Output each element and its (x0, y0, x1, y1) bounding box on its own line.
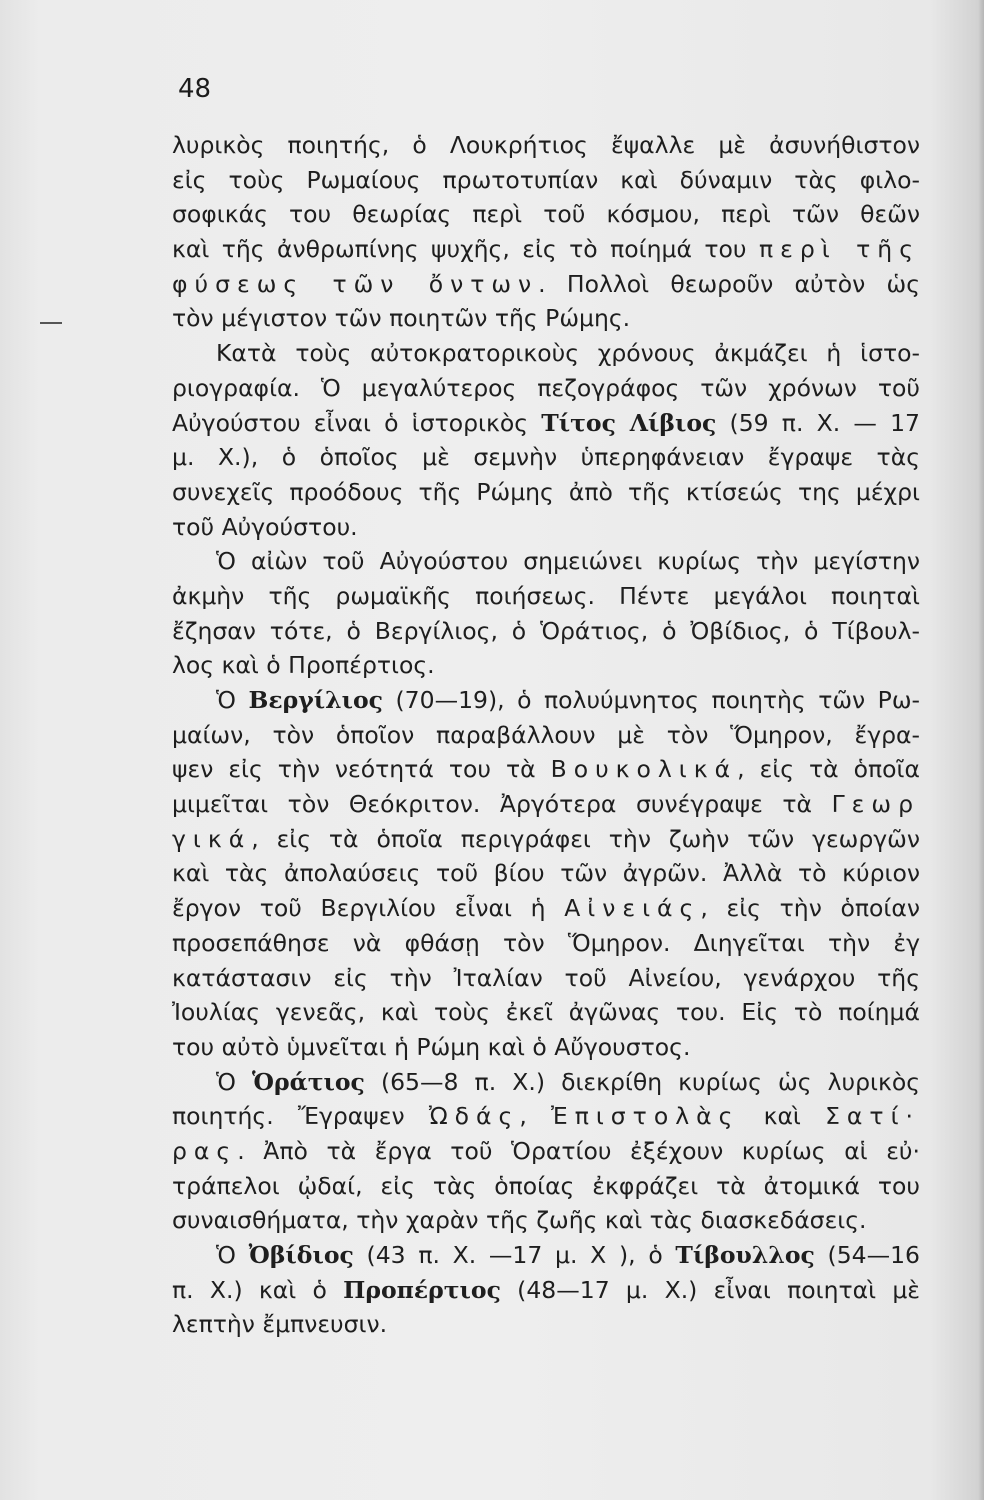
spaced-title: περὶ τῆς (758, 235, 920, 264)
spaced-title: Ὠδάς (428, 1102, 520, 1131)
text-line (172, 822, 920, 857)
text-run: καὶ τὰς ἀπολαύσεις τοῦ βίου τῶν ἀγρῶν. Ἀλλὰ τὸ κύριον (172, 859, 920, 888)
text-line (172, 961, 920, 996)
text-run: (48—17 μ. Χ.) εἶναι ποιηταὶ μὲ (500, 1275, 920, 1304)
margin-mark (40, 322, 62, 324)
paragraph (172, 1238, 920, 1342)
text-line (172, 301, 920, 336)
bold-name: Τίτος Λίβιος (541, 408, 717, 437)
bold-name: Ὁράτιος (252, 1067, 365, 1096)
text-run: (43 π. Χ. —17 μ. Χ ), ὁ (353, 1241, 676, 1269)
text-run: ἔργον τοῦ Βεργιλίου εἶναι ἡ (172, 894, 565, 923)
text-run: συναισθήματα, τὴν χαρὰν τῆς ζωῆς καὶ τὰς διασκεδάσεις. (172, 1206, 867, 1235)
spaced-title: ρας (172, 1136, 238, 1165)
text-line (172, 163, 920, 198)
text-run: , εἰς τὰ ὁποῖα (737, 755, 920, 784)
text-line (172, 1030, 920, 1065)
text-line (172, 544, 920, 579)
paragraph (172, 336, 920, 544)
text-run: ἔζησαν τότε, ὁ Βεργίλιος, ὁ Ὁράτιος, ὁ Ὀβίδιος, ὁ Τίβουλ- (172, 616, 920, 645)
text-run: Ὁ (216, 1067, 253, 1096)
text-line (172, 1099, 920, 1134)
text-run: π. Χ.) καὶ ὁ (172, 1275, 344, 1304)
text-line (172, 1065, 920, 1100)
text-line (172, 1273, 920, 1308)
text-run: μιμεῖται τὸν Θεόκριτον. Ἀργότερα συνέγραψε τὰ (172, 790, 832, 819)
text-line (172, 752, 920, 787)
spaced-title: Ἐπιστολὰς (550, 1102, 740, 1131)
text-line (172, 718, 920, 753)
text-run: Ἰουλίας γενεᾶς, καὶ τοὺς ἐκεῖ ἀγῶνας του. Εἰς τὸ ποίημά (172, 998, 920, 1027)
text-line (172, 475, 920, 510)
text-run: κατάστασιν εἰς τὴν Ἰταλίαν τοῦ Αἰνείου, γενάρχου τῆς (172, 963, 920, 992)
text-run: ποιητής. Ἔγραψεν (172, 1102, 429, 1131)
text-run: λεπτὴν ἔμπνευσιν. (172, 1310, 388, 1339)
page-number: 48 (178, 74, 212, 104)
text-line (172, 926, 920, 961)
text-line (172, 371, 920, 406)
spaced-title: Γεωρ (831, 790, 920, 819)
bold-name: Ὀβίδιος (248, 1241, 354, 1269)
bold-name: Τίβουλλος (675, 1241, 815, 1269)
text-run: λος καὶ ὁ Προπέρτιος. (172, 651, 435, 680)
text-run: λυρικὸς ποιητής, ὁ Λουκρήτιος ἔψαλλε μὲ ἀσυνήθιστον (172, 131, 920, 159)
text-run: συνεχεῖς προόδους τῆς Ρώμης ἀπὸ τῆς κτίσεώς της μέχρι (172, 477, 920, 506)
text-run: καὶ τῆς ἀνθρωπίνης ψυχῆς, εἰς τὸ ποίημά του (172, 235, 759, 264)
text-run: (70—19), ὁ πολυύμνητος ποιητὴς τῶν Ρω- (382, 686, 920, 714)
text-run: ἀκμὴν τῆς ρωμαϊκῆς ποιήσεως. Πέντε μεγάλοι ποιηταὶ (172, 581, 920, 610)
text-line (172, 891, 920, 926)
spaced-title: Αἰνειάς (564, 894, 701, 923)
text-line (172, 1238, 920, 1273)
paragraph (172, 544, 920, 683)
text-line (172, 1169, 920, 1204)
text-run: μαίων, τὸν ὁποῖον παραβάλλουν μὲ τὸν Ὅμηρον, ἔγρα- (172, 720, 920, 749)
body-text (172, 128, 920, 1342)
text-line (172, 787, 920, 822)
text-run: του αὐτὸ ὑμνεῖται ἡ Ρώμη καὶ ὁ Αὔγουστος. (172, 1032, 691, 1061)
text-line (172, 683, 920, 718)
text-line (172, 1307, 920, 1342)
text-line (172, 197, 920, 232)
text-run: προσεπάθησε νὰ φθάσῃ τὸν Ὅμηρον. Διηγεῖται τὴν ἐγ (172, 928, 920, 957)
text-run: , εἰς τὴν ὁποίαν (700, 894, 920, 923)
text-line (172, 648, 920, 683)
spaced-title: Σατί· (825, 1102, 920, 1131)
text-run: Ὁ (216, 1241, 249, 1269)
bold-name: Βεργίλιος (248, 686, 383, 714)
text-run: ριογραφία. Ὁ μεγαλύτερος πεζογράφος τῶν χρόνων τοῦ (172, 373, 920, 402)
text-run: (54—16 (814, 1241, 920, 1269)
text-line (172, 995, 920, 1030)
text-line (172, 579, 920, 614)
text-line (172, 232, 920, 267)
text-run: Ὁ (216, 686, 249, 714)
text-run: Αὐγούστου εἶναι ὁ ἱστορικὸς (172, 408, 542, 437)
text-run: καὶ (739, 1102, 826, 1131)
text-run: Κατὰ τοὺς αὐτοκρατορικοὺς χρόνους ἀκμάζει ἡ ἱστο- (216, 339, 920, 368)
text-line (172, 440, 920, 475)
text-line (172, 1203, 920, 1238)
text-run: Ὁ αἰὼν τοῦ Αὐγούστου σημειώνει κυρίως τὴν μεγίστην (216, 547, 920, 576)
text-run: , εἰς τὰ ὁποῖα περιγράφει τὴν ζωὴν τῶν γεωργῶν (251, 824, 920, 853)
text-run: τράπελοι ᾠδαί, εἰς τὰς ὁποίας ἐκφράζει τὰ ἀτομικά του (172, 1171, 920, 1200)
page-edge-shadow (978, 0, 984, 1500)
paragraph (172, 128, 920, 336)
spaced-title: γικά (172, 824, 252, 853)
text-line (172, 510, 920, 545)
text-line (172, 856, 920, 891)
text-line (172, 128, 920, 163)
text-run: . Ἀπὸ τὰ ἔργα τοῦ Ὁρατίου ἐξέχουν κυρίως αἱ εὐ· (237, 1136, 920, 1165)
text-run: μ. Χ.), ὁ ὁποῖος μὲ σεμνὴν ὑπερηφάνειαν ἔγραψε τὰς (172, 443, 920, 472)
text-run: (59 π. Χ. — 17 (716, 408, 920, 437)
spaced-title: Βουκολικά (550, 755, 738, 784)
text-run: . Πολλοὶ θεωροῦν αὐτὸν ὡς (538, 269, 920, 298)
text-line (172, 1134, 920, 1169)
bold-name: Προπέρτιος (343, 1275, 501, 1304)
text-run: (65—8 π. Χ.) διεκρίθη κυρίως ὡς λυρικὸς (364, 1067, 920, 1096)
text-run: , (519, 1102, 551, 1131)
text-run: εἰς τοὺς Ρωμαίους πρωτοτυπίαν καὶ δύναμιν τὰς φιλο- (172, 165, 920, 194)
paragraph (172, 1065, 920, 1238)
text-line (172, 336, 920, 371)
text-run: τοῦ Αὐγούστου. (172, 512, 358, 541)
text-run: τὸν μέγιστον τῶν ποιητῶν τῆς Ρώμης. (172, 304, 631, 333)
text-run: σοφικάς του θεωρίας περὶ τοῦ κόσμου, περὶ τῶν θεῶν (172, 200, 920, 229)
text-line (172, 614, 920, 649)
text-run: ψεν εἰς τὴν νεότητά του τὰ (172, 755, 551, 784)
text-line (172, 406, 920, 441)
text-line (172, 267, 920, 302)
paragraph (172, 683, 920, 1065)
spaced-title: φύσεως τῶν ὄντων (172, 269, 539, 298)
